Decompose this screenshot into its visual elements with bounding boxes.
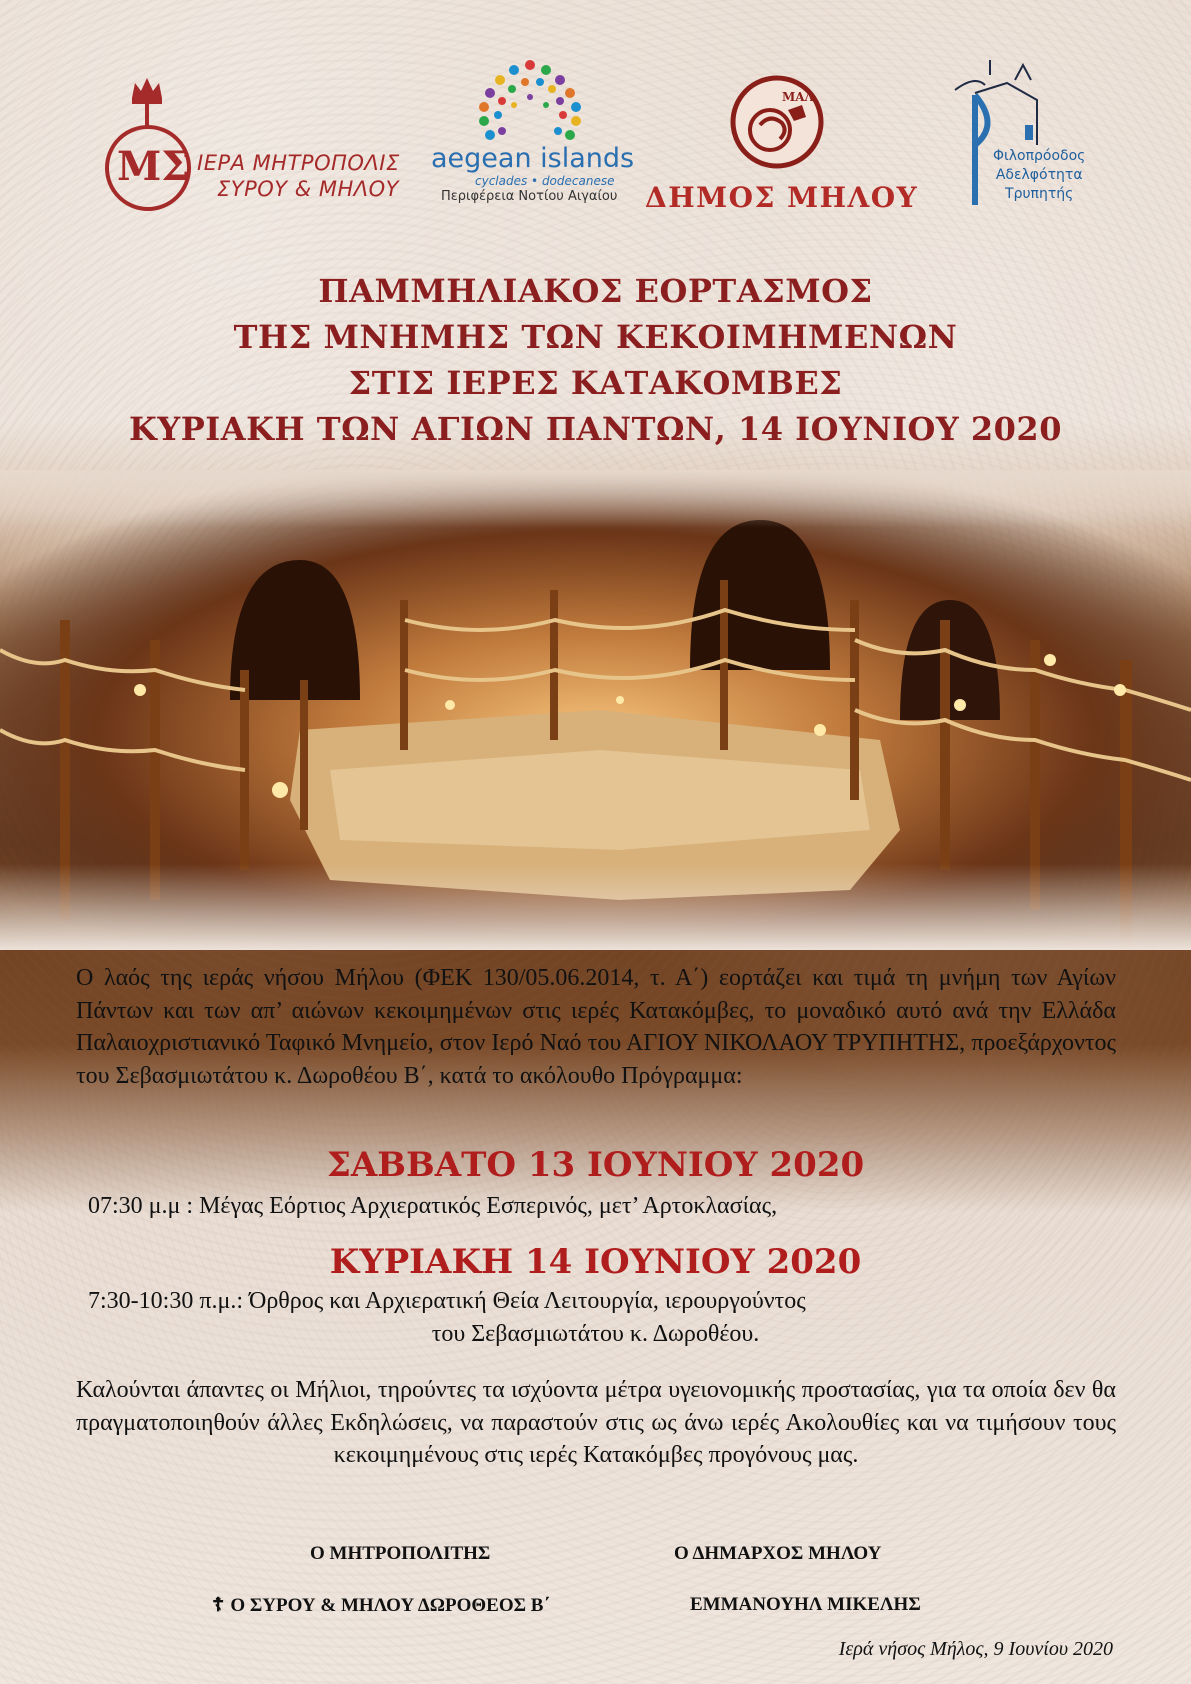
dots-arch-icon xyxy=(470,55,590,143)
title-line4: ΚΥΡΙΑΚΗ ΤΩΝ ΑΓΙΩΝ ΠΑΝΤΩΝ, 14 ΙΟΥΝΙΟΥ 2020 xyxy=(129,410,1062,448)
filoproodos-line3: Τρυπητής xyxy=(1005,186,1074,202)
monogram-text: ΜΣ xyxy=(117,143,190,190)
day1-schedule-item: 07:30 μ.μ : Μέγας Εόρτιος Αρχιερατικός Εσπερινός, μετ’ Αρτοκλασίας, xyxy=(88,1193,778,1219)
dimos-name: ΔΗΜΟΣ ΜΗΛΟΥ xyxy=(645,181,919,214)
cross-icon: ☦ xyxy=(212,1595,225,1616)
aegean-region: Περιφέρεια Νοτίου Αιγαίου xyxy=(441,189,618,204)
filoproodos-name xyxy=(993,147,1085,204)
ancient-coin-icon xyxy=(730,75,825,170)
aegean-islands-logo xyxy=(425,55,635,205)
filoproodos-line1: Φιλοπρόοδος xyxy=(993,148,1086,164)
title-line2: ΤΗΣ ΜΝΗΜΗΣ ΤΩΝ ΚΕΚΟΙΜΗΜΕΝΩΝ xyxy=(233,318,958,356)
mitropolis-name-line1: ΙΕΡΑ ΜΗΤΡΟΠΟΛΙΣ xyxy=(197,151,400,175)
aegean-subtitle: cyclades • dodecanese xyxy=(475,174,615,188)
filoproodos-line2: Αδελφότητα xyxy=(995,167,1083,183)
day2-schedule-item-line1: 7:30-10:30 π.μ.: Όρθρος και Αρχιερατική Θεία Λειτουργία, ιερουργούντος xyxy=(88,1288,806,1314)
mitropolis-logo xyxy=(105,65,405,205)
dimos-milou-logo xyxy=(640,75,930,214)
day1-heading: ΣΑΒΒΑΤΟ 13 ΙΟΥΝΙΟΥ 2020 xyxy=(326,1145,865,1185)
signature-right-name: ΕΜΜΑΝΟΥΗΛ ΜΙΚΕΛΗΣ xyxy=(690,1594,921,1615)
closing-paragraph: Καλούνται άπαντες οι Μήλιοι, τηρούντες τα ισχύοντα μέτρα υγειονομικής προστασίας, για τα οποία δεν θα πραγματοποιηθούν άλλες Εκδηλώσεις, να παραστούν στις ως άνω ιερές Ακολουθίες και να τιμήσουν τους κεκοιμημένους στις ιερές Κατακόμβες προγόνους μας. xyxy=(76,1377,1116,1468)
title-line3: ΣΤΙΣ ΙΕΡΕΣ ΚΑΤΑΚΟΜΒΕΣ xyxy=(348,364,843,402)
signature-left-name-wrapper xyxy=(212,1594,550,1617)
filoproodos-logo xyxy=(945,55,1125,215)
place-date: Ιερά νήσος Μήλος, 9 Ιουνίου 2020 xyxy=(838,1638,1113,1660)
day2-heading: ΚΥΡΙΑΚΗ 14 ΙΟΥΝΙΟΥ 2020 xyxy=(329,1242,862,1282)
signature-right-role: Ο ΔΗΜΑΡΧΟΣ ΜΗΛΟΥ xyxy=(674,1543,882,1564)
day2-schedule-item-line2: του Σεβασμιωτάτου κ. Δωροθέου. xyxy=(431,1321,760,1347)
catacomb-photo xyxy=(0,470,1191,950)
aegean-name: aegean islands xyxy=(431,143,635,174)
signature-left-name: Ο ΣΥΡΟΥ & ΜΗΛΟΥ ΔΩΡΟΘΕΟΣ Β΄ xyxy=(230,1595,550,1616)
coin-text: ΜΑΛ xyxy=(782,90,814,104)
logo-row xyxy=(0,55,1191,215)
signature-left-role: Ο ΜΗΤΡΟΠΟΛΙΤΗΣ xyxy=(310,1543,491,1564)
poster-title xyxy=(0,268,1191,452)
title-line1: ΠΑΜΜΗΛΙΑΚΟΣ ΕΟΡΤΑΣΜΟΣ xyxy=(318,272,873,310)
mitropolis-name-line2: ΣΥΡΟΥ & ΜΗΛΟΥ xyxy=(217,177,399,201)
intro-paragraph: Ο λαός της ιεράς νήσου Μήλου (ΦΕΚ 130/05.06.2014, τ. Α΄) εορτάζει και τιμά τη μνήμη των Αγίων Πάντων και των απ’ αιώνων κεκοιμημένων στις ιερές Κατακόμβες, το μοναδικό αυτό ανά την Ελλάδα Παλαιοχριστιανικό Ταφικό Μνημείο, στον Ιερό Ναό του ΑΓΙΟΥ ΝΙΚΟΛΑΟΥ ΤΡΥΠΗΤΗΣ, προεξάρχοντος του Σεβασμιωτάτου κ. Δωροθέου Β΄, κατά το ακόλουθο Πρόγραμμα: xyxy=(76,965,1116,1089)
crown-icon xyxy=(127,73,167,128)
